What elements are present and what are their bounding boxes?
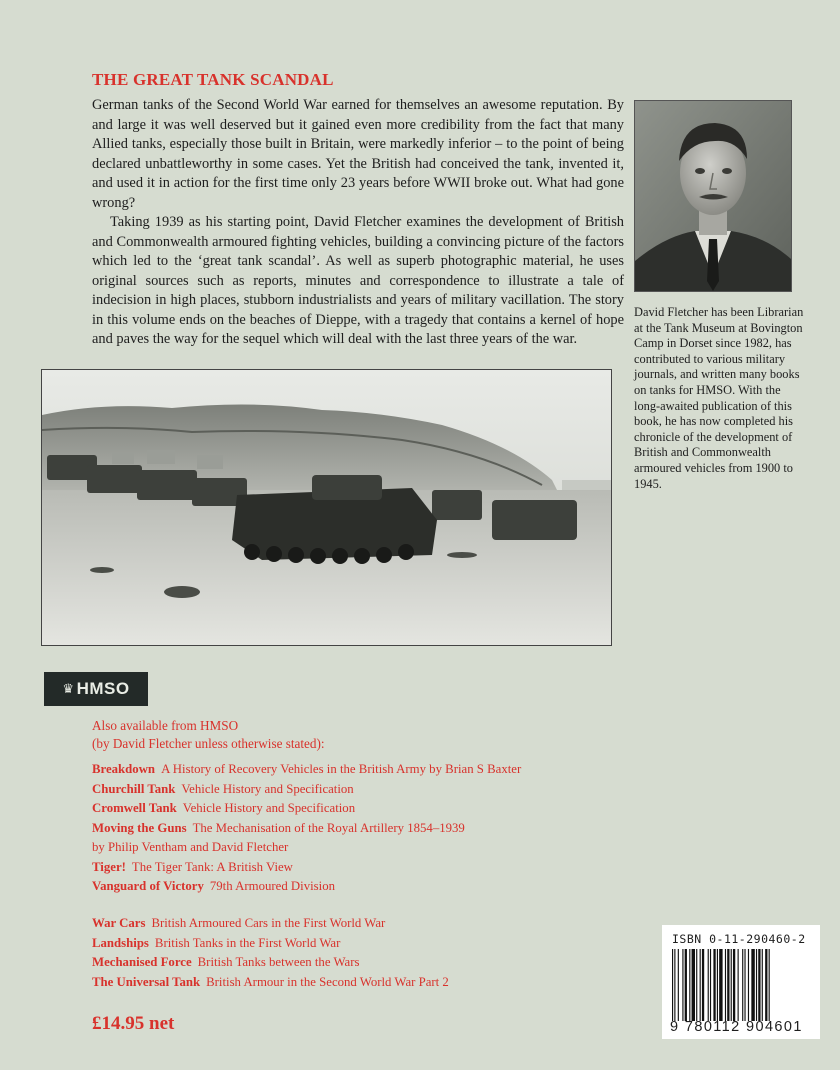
barcode-bar [710,949,711,1021]
list-item [92,877,521,897]
barcode-bar [762,949,763,1021]
barcode-bar [733,949,735,1021]
price: £14.95 net [92,1013,175,1034]
book-list-title: Vanguard of Victory [92,879,204,893]
barcode-bar [708,949,709,1021]
book-list [92,914,449,992]
barcode-bar [758,949,760,1021]
book-list-title: Breakdown [92,762,156,776]
barcode-bar [696,949,697,1021]
book-list-title: The Universal Tank [92,974,201,989]
isbn-digits: 9 780112 904601 [670,1019,803,1035]
book-list-subtitle: A History of Recovery Vehicles in the British Army by Brian S Baxter [161,762,522,776]
book-list-title: Landships [92,935,149,950]
blurb-paragraph: German tanks of the Second World War earned for themselves an awesome reputation. By and large it was well deserved but it gained even more credibility from the fact that many Allied tanks, especially those built in Britain, were markedly inferior – to the point of being declared unbattleworthy in some cases. Yet the British had conceived the tank, invented it, and used it in action for the first time only 23 years before WWII broke out. What had gone wrong? [92,97,624,211]
hmso-logo-text: HMSO [76,679,130,698]
list-item [92,973,449,993]
blurb-paragraph: Taking 1939 as his starting point, David Fletcher examines the development of British and Commonwealth armoured fighting vehicles, building a convincing picture of the factors which led to the ‘great tank scandal’. As well as superb photographic material, he uses original sources such as reports, minutes and correspondence to illustrate a tale of indecision in high places, stubborn industrialists and years of military vacillation. The story in this volume ends on the beaches of Dieppe, with a tragedy that contains a kernel of hope and paves the way for the sequel which will deal with the last three years of the war. [92,214,624,347]
book-list-title: Tiger! [92,859,126,874]
list-item [92,934,449,954]
barcode-bar [713,949,715,1021]
barcode-bar [748,949,749,1021]
book-list-title: Mechanised Force [92,955,192,969]
blurb-text [92,96,624,350]
book-list-subtitle: British Tanks between the Wars [197,955,360,969]
book-title: THE GREAT TANK SCANDAL [92,70,334,89]
author-photo [634,100,792,292]
book-list-subtitle: The Mechanisation of the Royal Artillery 1854–1939 [192,820,465,835]
barcode-bar [731,949,732,1021]
book-list [92,760,521,897]
barcode-bar [689,949,690,1021]
book-list-subtitle: British Armoured Cars in the First World War [151,916,386,930]
barcode-bar [765,949,767,1021]
dieppe-beach-photo [41,369,612,646]
barcode-bar [742,949,743,1021]
book-list-subtitle: British Tanks in the First World War [154,935,341,950]
barcode-bar [725,949,726,1021]
list-item [92,953,449,973]
barcode [672,949,812,1021]
isbn-barcode-box [662,925,820,1039]
barcode-bar [700,949,701,1021]
barcode-bar [674,949,675,1021]
barcode-bar [678,949,679,1021]
also-available-line: Also available from HMSO [92,718,239,733]
book-list-title: Churchill Tank [92,781,176,796]
barcode-bar [727,949,729,1021]
barcode-bar [717,949,718,1021]
book-list-title: Moving the Guns [92,820,187,835]
barcode-bar [756,949,757,1021]
list-item [92,819,521,839]
list-item [92,858,521,878]
also-available-note: (by David Fletcher unless otherwise stated): [92,735,325,751]
crown-icon: ♛ [62,681,75,696]
barcode-bar [738,949,739,1021]
barcode-bar [685,949,687,1021]
book-list-subtitle: British Armour in the Second World War Part 2 [206,974,449,989]
isbn-label: ISBN 0-11-290460-2 [672,932,806,946]
also-available-heading [92,717,325,752]
list-item [92,760,521,780]
list-item [92,799,521,819]
barcode-bar [702,949,704,1021]
barcode-bar [744,949,745,1021]
hmso-logo [44,672,148,706]
barcode-bar [751,949,754,1021]
barcode-bar [769,949,770,1021]
book-list-subtitle: Vehicle History and Specification [181,781,354,796]
book-list-subtitle: 79th Armoured Division [209,879,335,893]
author-bio: David Fletcher has been Librarian at the Tank Museum at Bovington Camp in Dorset since 1982, has contributed to various military journals, and written many books on tanks for HMSO. With the long-awaited publication of this book, he has now completed his chronicle of the development of British and Commonwealth armoured vehicles from 1900 to 1945. [634,305,804,491]
list-item [92,780,521,800]
barcode-bar [682,949,683,1021]
barcode-bar [692,949,695,1021]
book-list-title: Cromwell Tank [92,801,177,815]
book-list-subtitle: Vehicle History and Specification [182,801,356,815]
list-item [92,914,449,934]
barcode-bar [672,949,673,1021]
list-item-continuation: by Philip Ventham and David Fletcher [92,840,289,854]
book-list-title: War Cars [92,916,146,930]
book-list-subtitle: The Tiger Tank: A British View [131,859,293,874]
barcode-bar [719,949,722,1021]
